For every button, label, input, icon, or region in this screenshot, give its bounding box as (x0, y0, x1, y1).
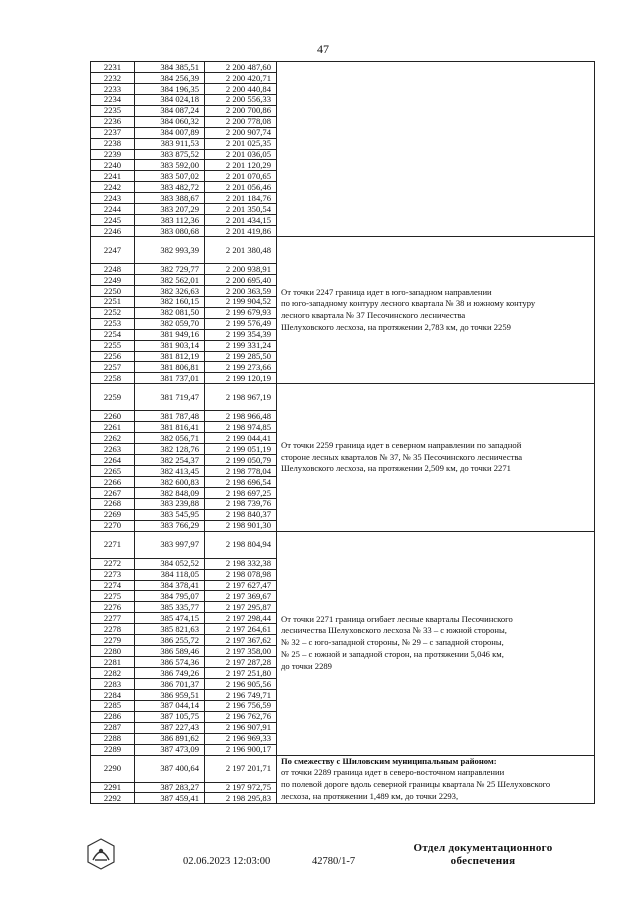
footer-office-stamp (398, 842, 568, 868)
point-number: 2250 (91, 285, 135, 296)
coord-y: 2 197 367,62 (205, 635, 277, 646)
coord-y: 2 196 762,76 (205, 711, 277, 722)
point-number: 2266 (91, 476, 135, 487)
registry-logo-icon (86, 838, 116, 870)
coord-y: 2 196 969,33 (205, 733, 277, 744)
coord-y: 2 197 287,28 (205, 657, 277, 668)
point-number: 2275 (91, 591, 135, 602)
coord-x: 382 993,39 (135, 237, 205, 264)
footer-date-time: 02.06.2023 12:03:00 (183, 856, 271, 867)
coord-y: 2 196 900,17 (205, 744, 277, 755)
coord-y: 2 200 487,60 (205, 62, 277, 73)
point-number: 2277 (91, 613, 135, 624)
boundary-description (277, 755, 595, 804)
point-number: 2263 (91, 444, 135, 455)
coord-x: 383 507,02 (135, 171, 205, 182)
coord-x: 383 080,68 (135, 226, 205, 237)
coord-y: 2 200 778,08 (205, 116, 277, 127)
table-row (91, 62, 595, 73)
point-number: 2265 (91, 466, 135, 477)
point-number: 2264 (91, 455, 135, 466)
coord-x: 382 059,70 (135, 318, 205, 329)
coord-x: 382 160,15 (135, 296, 205, 307)
point-number: 2268 (91, 498, 135, 509)
point-number: 2262 (91, 433, 135, 444)
point-number: 2259 (91, 384, 135, 411)
coord-y: 2 198 778,04 (205, 466, 277, 477)
coord-y: 2 200 907,74 (205, 127, 277, 138)
coord-y: 2 199 904,52 (205, 296, 277, 307)
description-line: От точки 2271 граница огибает лесные кварталы Песочинского (281, 613, 513, 624)
coord-y: 2 197 358,00 (205, 646, 277, 657)
coord-x: 384 052,52 (135, 558, 205, 569)
point-number: 2246 (91, 226, 135, 237)
point-number: 2288 (91, 733, 135, 744)
point-number: 2232 (91, 72, 135, 83)
coord-y: 2 201 434,15 (205, 215, 277, 226)
coord-y: 2 199 354,39 (205, 329, 277, 340)
coord-x: 383 766,29 (135, 520, 205, 531)
footer-office-line2: обеспечения (450, 855, 516, 867)
coord-x: 382 056,71 (135, 433, 205, 444)
coord-x: 383 482,72 (135, 182, 205, 193)
coord-x: 383 545,95 (135, 509, 205, 520)
coord-x: 384 196,35 (135, 83, 205, 94)
point-number: 2284 (91, 689, 135, 700)
coord-x: 384 087,24 (135, 105, 205, 116)
point-number: 2257 (91, 362, 135, 373)
coord-y: 2 201 036,05 (205, 149, 277, 160)
point-number: 2245 (91, 215, 135, 226)
coord-x: 387 044,14 (135, 700, 205, 711)
coord-y: 2 198 295,83 (205, 793, 277, 804)
coord-x: 387 459,41 (135, 793, 205, 804)
coord-x: 383 388,67 (135, 193, 205, 204)
point-number: 2235 (91, 105, 135, 116)
point-number: 2274 (91, 580, 135, 591)
point-number: 2283 (91, 678, 135, 689)
point-number: 2272 (91, 558, 135, 569)
point-number: 2241 (91, 171, 135, 182)
description-line: Шелуховского лесхоза, на протяжении 2,509 км, до точки 2271 (281, 463, 511, 474)
coord-x: 386 255,72 (135, 635, 205, 646)
coord-x: 381 719,47 (135, 384, 205, 411)
point-number: 2267 (91, 487, 135, 498)
coord-y: 2 197 295,87 (205, 602, 277, 613)
coord-x: 384 795,07 (135, 591, 205, 602)
coord-y: 2 201 419,86 (205, 226, 277, 237)
point-number: 2247 (91, 237, 135, 264)
point-number: 2261 (91, 422, 135, 433)
point-number: 2238 (91, 138, 135, 149)
coord-y: 2 199 051,19 (205, 444, 277, 455)
coord-y: 2 197 972,75 (205, 782, 277, 793)
point-number: 2236 (91, 116, 135, 127)
coord-y: 2 196 749,71 (205, 689, 277, 700)
coord-y: 2 197 201,71 (205, 755, 277, 782)
point-number: 2287 (91, 722, 135, 733)
coord-y: 2 198 332,38 (205, 558, 277, 569)
coord-y: 2 201 056,46 (205, 182, 277, 193)
description-line: по юго-западному контуру лесного квартала № 38 и южному контуру (281, 298, 536, 309)
point-number: 2260 (91, 411, 135, 422)
coord-y: 2 198 697,25 (205, 487, 277, 498)
coord-x: 381 787,48 (135, 411, 205, 422)
coord-y: 2 198 804,94 (205, 531, 277, 558)
table-row (91, 531, 595, 558)
coord-x: 386 749,26 (135, 668, 205, 679)
description-line: Шелуховского лесхоза, на протяжении 2,783 км, до точки 2259 (281, 321, 511, 332)
point-number: 2249 (91, 274, 135, 285)
coord-y: 2 200 700,86 (205, 105, 277, 116)
coord-x: 381 816,41 (135, 422, 205, 433)
table-row (91, 755, 595, 782)
point-number: 2233 (91, 83, 135, 94)
point-number: 2292 (91, 793, 135, 804)
coord-y: 2 201 184,76 (205, 193, 277, 204)
point-number: 2291 (91, 782, 135, 793)
description-heading: По смежеству с Шиловским муниципальным районом: (281, 755, 497, 766)
description-line: от точки 2289 граница идет в северо-восточном направлении (281, 767, 505, 778)
description-line: до точки 2289 (281, 660, 332, 671)
coord-x: 381 812,19 (135, 351, 205, 362)
coord-x: 383 239,88 (135, 498, 205, 509)
coord-x: 386 574,36 (135, 657, 205, 668)
coord-y: 2 199 050,79 (205, 455, 277, 466)
point-number: 2248 (91, 264, 135, 275)
coord-y: 2 200 420,71 (205, 72, 277, 83)
point-number: 2254 (91, 329, 135, 340)
coord-x: 384 118,05 (135, 569, 205, 580)
point-number: 2276 (91, 602, 135, 613)
coord-x: 387 400,64 (135, 755, 205, 782)
point-number: 2252 (91, 307, 135, 318)
coord-x: 381 806,81 (135, 362, 205, 373)
coord-y: 2 200 556,33 (205, 94, 277, 105)
point-number: 2280 (91, 646, 135, 657)
coord-y: 2 197 369,67 (205, 591, 277, 602)
point-number: 2231 (91, 62, 135, 73)
coord-x: 386 701,37 (135, 678, 205, 689)
coord-x: 387 105,75 (135, 711, 205, 722)
coord-y: 2 197 251,80 (205, 668, 277, 679)
coord-y: 2 198 739,76 (205, 498, 277, 509)
boundary-description (277, 531, 595, 755)
coord-y: 2 199 576,49 (205, 318, 277, 329)
boundary-description (277, 62, 595, 237)
point-number: 2282 (91, 668, 135, 679)
coord-y: 2 201 350,54 (205, 204, 277, 215)
coord-y: 2 200 938,91 (205, 264, 277, 275)
point-number: 2278 (91, 624, 135, 635)
description-line: лесного квартала № 37 Песочинского лесничества (281, 310, 466, 321)
point-number: 2273 (91, 569, 135, 580)
coord-y: 2 197 627,47 (205, 580, 277, 591)
point-number: 2243 (91, 193, 135, 204)
coord-x: 384 024,18 (135, 94, 205, 105)
coord-x: 381 737,01 (135, 373, 205, 384)
coord-y: 2 200 363,59 (205, 285, 277, 296)
boundary-description (277, 237, 595, 384)
point-number: 2285 (91, 700, 135, 711)
coord-y: 2 198 966,48 (205, 411, 277, 422)
point-number: 2270 (91, 520, 135, 531)
description-line: по полевой дороге вдоль северной границы квартала № 25 Шелуховского (281, 779, 551, 790)
coord-x: 381 949,16 (135, 329, 205, 340)
coord-y: 2 196 756,59 (205, 700, 277, 711)
coord-x: 382 848,09 (135, 487, 205, 498)
coord-x: 385 335,77 (135, 602, 205, 613)
page-number: 47 (317, 42, 329, 56)
coord-x: 383 112,36 (135, 215, 205, 226)
coord-x: 383 875,52 (135, 149, 205, 160)
coord-y: 2 199 044,41 (205, 433, 277, 444)
coord-x: 383 592,00 (135, 160, 205, 171)
coord-y: 2 196 905,56 (205, 678, 277, 689)
point-number: 2237 (91, 127, 135, 138)
description-line: № 25 – с южной и западной сторон, на протяжении 5,046 км, (281, 648, 504, 659)
description-line: № 32 – с юго-западной стороны, № 29 – с западной стороны, (281, 637, 504, 648)
point-number: 2255 (91, 340, 135, 351)
coord-x: 382 326,63 (135, 285, 205, 296)
description-line: лесхоза, на протяжении 1,489 км, до точки 2293, (281, 790, 459, 801)
coord-x: 384 256,39 (135, 72, 205, 83)
coord-y: 2 198 078,98 (205, 569, 277, 580)
coord-y: 2 198 696,54 (205, 476, 277, 487)
coord-x: 385 821,63 (135, 624, 205, 635)
coord-y: 2 200 440,84 (205, 83, 277, 94)
point-number: 2269 (91, 509, 135, 520)
coord-x: 385 474,15 (135, 613, 205, 624)
coord-y: 2 201 120,29 (205, 160, 277, 171)
point-number: 2289 (91, 744, 135, 755)
coord-y: 2 200 695,40 (205, 274, 277, 285)
coord-y: 2 198 901,30 (205, 520, 277, 531)
point-number: 2258 (91, 373, 135, 384)
coordinates-table-body (91, 62, 595, 804)
coord-y: 2 198 967,19 (205, 384, 277, 411)
coord-x: 387 473,09 (135, 744, 205, 755)
coord-y: 2 201 025,35 (205, 138, 277, 149)
point-number: 2290 (91, 755, 135, 782)
table-row (91, 384, 595, 411)
coord-x: 387 283,27 (135, 782, 205, 793)
coord-x: 382 600,83 (135, 476, 205, 487)
point-number: 2256 (91, 351, 135, 362)
point-number: 2244 (91, 204, 135, 215)
coord-y: 2 199 273,66 (205, 362, 277, 373)
coord-x: 382 254,37 (135, 455, 205, 466)
description-line: От точки 2259 граница идет в северном направлении по западной (281, 439, 522, 450)
coord-x: 382 413,45 (135, 466, 205, 477)
description-line: лесничества Шелуховского лесхоза № 33 – с южной стороны, (281, 625, 507, 636)
coord-x: 386 589,46 (135, 646, 205, 657)
description-line: От точки 2247 граница идет в юго-западном направлении (281, 286, 492, 297)
coord-x: 384 378,41 (135, 580, 205, 591)
coord-y: 2 199 120,19 (205, 373, 277, 384)
point-number: 2271 (91, 531, 135, 558)
point-number: 2242 (91, 182, 135, 193)
footer-doc-number: 42780/1-7 (312, 856, 356, 867)
coord-x: 384 007,89 (135, 127, 205, 138)
coord-y: 2 198 974,85 (205, 422, 277, 433)
coord-y: 2 197 264,61 (205, 624, 277, 635)
coord-x: 382 081,50 (135, 307, 205, 318)
coord-y: 2 201 380,48 (205, 237, 277, 264)
coord-x: 381 903,14 (135, 340, 205, 351)
table-row (91, 237, 595, 264)
coord-x: 384 385,51 (135, 62, 205, 73)
coord-x: 386 891,62 (135, 733, 205, 744)
footer-office-line1: Отдел документационного (413, 842, 553, 854)
coord-y: 2 199 285,50 (205, 351, 277, 362)
coord-x: 383 997,97 (135, 531, 205, 558)
point-number: 2279 (91, 635, 135, 646)
coord-y: 2 199 331,24 (205, 340, 277, 351)
coord-x: 383 207,29 (135, 204, 205, 215)
coord-x: 387 227,43 (135, 722, 205, 733)
coord-y: 2 201 070,65 (205, 171, 277, 182)
coord-x: 384 060,32 (135, 116, 205, 127)
coord-y: 2 198 840,37 (205, 509, 277, 520)
point-number: 2251 (91, 296, 135, 307)
point-number: 2286 (91, 711, 135, 722)
boundary-description (277, 384, 595, 531)
point-number: 2234 (91, 94, 135, 105)
description-line: стороне лесных кварталов № 37, № 35 Песочинского лесничества (281, 451, 523, 462)
point-number: 2253 (91, 318, 135, 329)
coord-x: 386 959,51 (135, 689, 205, 700)
coord-x: 382 128,76 (135, 444, 205, 455)
coord-y: 2 196 907,91 (205, 722, 277, 733)
coord-y: 2 197 298,44 (205, 613, 277, 624)
point-number: 2239 (91, 149, 135, 160)
coord-x: 383 911,53 (135, 138, 205, 149)
coord-x: 382 729,77 (135, 264, 205, 275)
coord-y: 2 199 679,93 (205, 307, 277, 318)
coordinates-table (90, 61, 595, 804)
point-number: 2281 (91, 657, 135, 668)
coord-x: 382 562,01 (135, 274, 205, 285)
point-number: 2240 (91, 160, 135, 171)
